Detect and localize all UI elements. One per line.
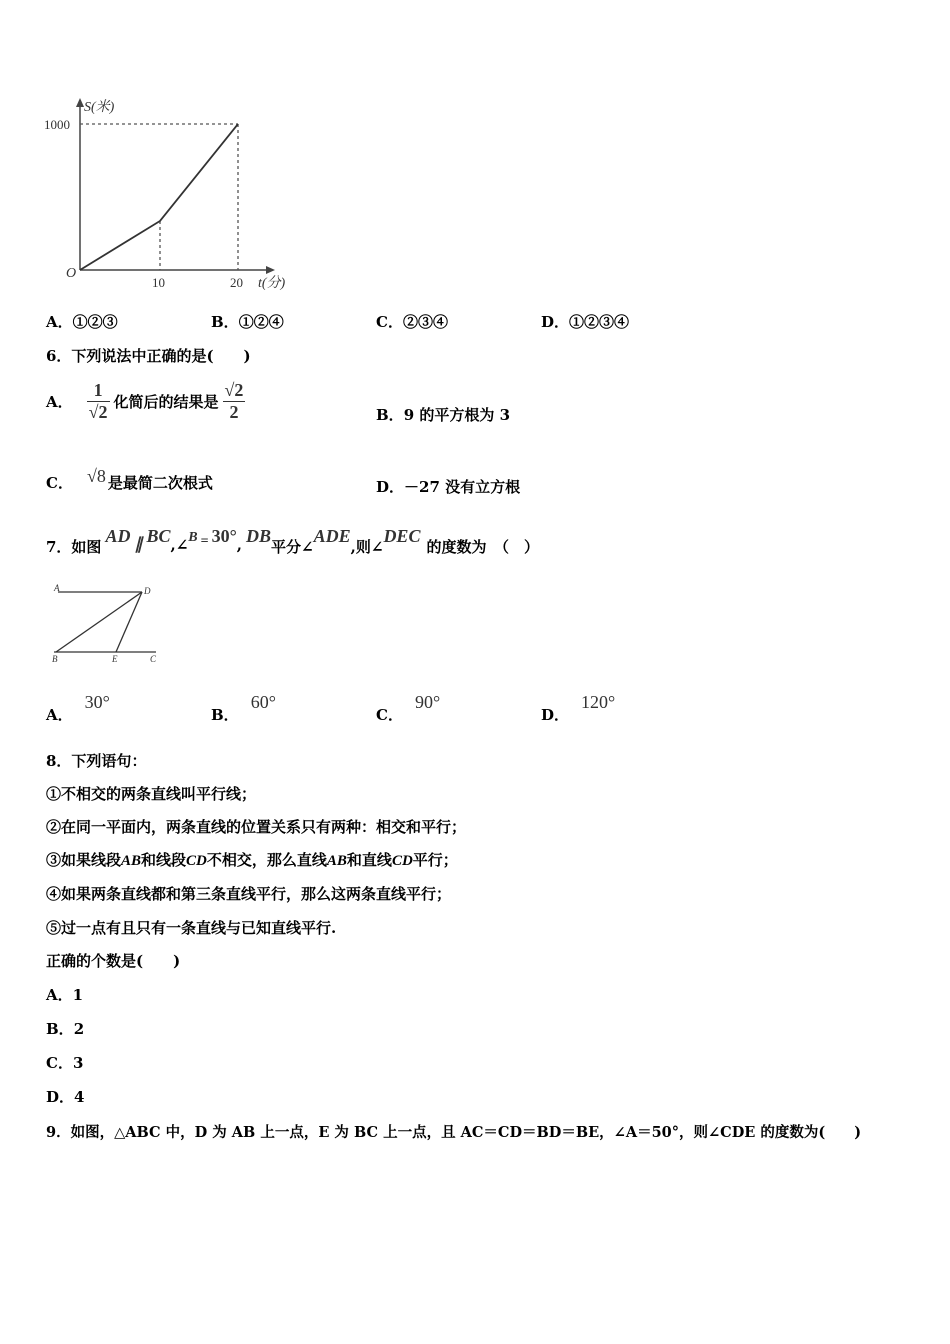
q7-stem: 7．如图 AD ∥ BC ,∠ B = 30° , DB 平分∠ ADE ,则∠ DEC 的度数为 （ ） [46,526,539,556]
q5-option-c[interactable]: C．②③④ [376,313,448,331]
fraction-one-over-root2: $\frac{1}{√2}$ [88,380,108,422]
label-e: E [112,654,118,664]
q8-option-a[interactable]: A．1 [46,986,84,1004]
x-tick-20: 20 [230,275,243,290]
x-axis-label: t(分) [258,276,286,291]
label-b: B [52,654,58,664]
q8-statement-4: ④如果两条直线都和第三条直线平行，那么这两条直线平行； [46,885,452,903]
distance-line [80,124,238,270]
q6-option-d[interactable]: D．－27 没有立方根 [376,478,521,496]
q7-option-b[interactable]: B． 60° [211,692,276,724]
fraction-root2-over-2: $\frac{√2}{2}$ [224,380,244,422]
origin-label: O [66,266,77,281]
x-axis-arrow [266,266,275,274]
q7-option-a[interactable]: A． 30° [46,692,110,724]
q8-statement-1: ①不相交的两条直线叫平行线； [46,785,257,803]
q8-statement-3: ③如果线段AB和线段CD不相交，那么直线AB和直线CD平行； [46,851,458,869]
q8-option-b[interactable]: B．2 [46,1020,85,1038]
root-8: √8 [86,466,106,486]
q8-option-c[interactable]: C．3 [46,1054,84,1072]
q9-stem: 9．如图，△ABC 中，D 为 AB 上一点，E 为 BC 上一点，且 AC＝CD＝BD＝BE，∠A＝50°，则∠CDE 的度数为( ) [46,1124,862,1141]
q8-option-d[interactable]: D．4 [46,1088,85,1106]
y-axis-label: S(米) [84,100,115,115]
q8-stem: 8．下列语句： [46,752,147,770]
q7-option-d[interactable]: D． 120° [541,692,616,724]
q8-ask: 正确的个数是( ) [46,952,181,970]
q5-option-b[interactable]: B．①②④ [211,313,284,331]
q8-statement-2: ②在同一平面内，两条直线的位置关系只有两种：相交和平行； [46,818,467,836]
parallel-lines-figure [46,582,166,666]
x-tick-10: 10 [152,275,165,290]
q5-option-d[interactable]: D．①②③④ [541,313,630,331]
label-c: C [150,654,157,664]
q6-option-a[interactable]: A． $\frac{1}{√2}$ 化简后的结果是 $\frac{√2}{2}$ [46,380,244,422]
q6-option-c[interactable]: C． √8 是最简二次根式 [46,466,213,492]
y-axis-arrow [76,98,84,107]
y-tick-1000: 1000 [44,117,70,132]
q7-option-c[interactable]: C． 90° [376,692,441,724]
label-a: A [54,583,60,593]
distance-time-graph [40,95,320,295]
q6-stem: 6．下列说法中正确的是( ) [46,347,251,365]
label-d: D [144,586,151,596]
q6-option-b[interactable]: B．9 的平方根为 3 [376,406,511,424]
q5-option-a[interactable]: A．①②③ [46,313,118,331]
q8-statement-5: ⑤过一点有且只有一条直线与已知直线平行. [46,919,337,937]
